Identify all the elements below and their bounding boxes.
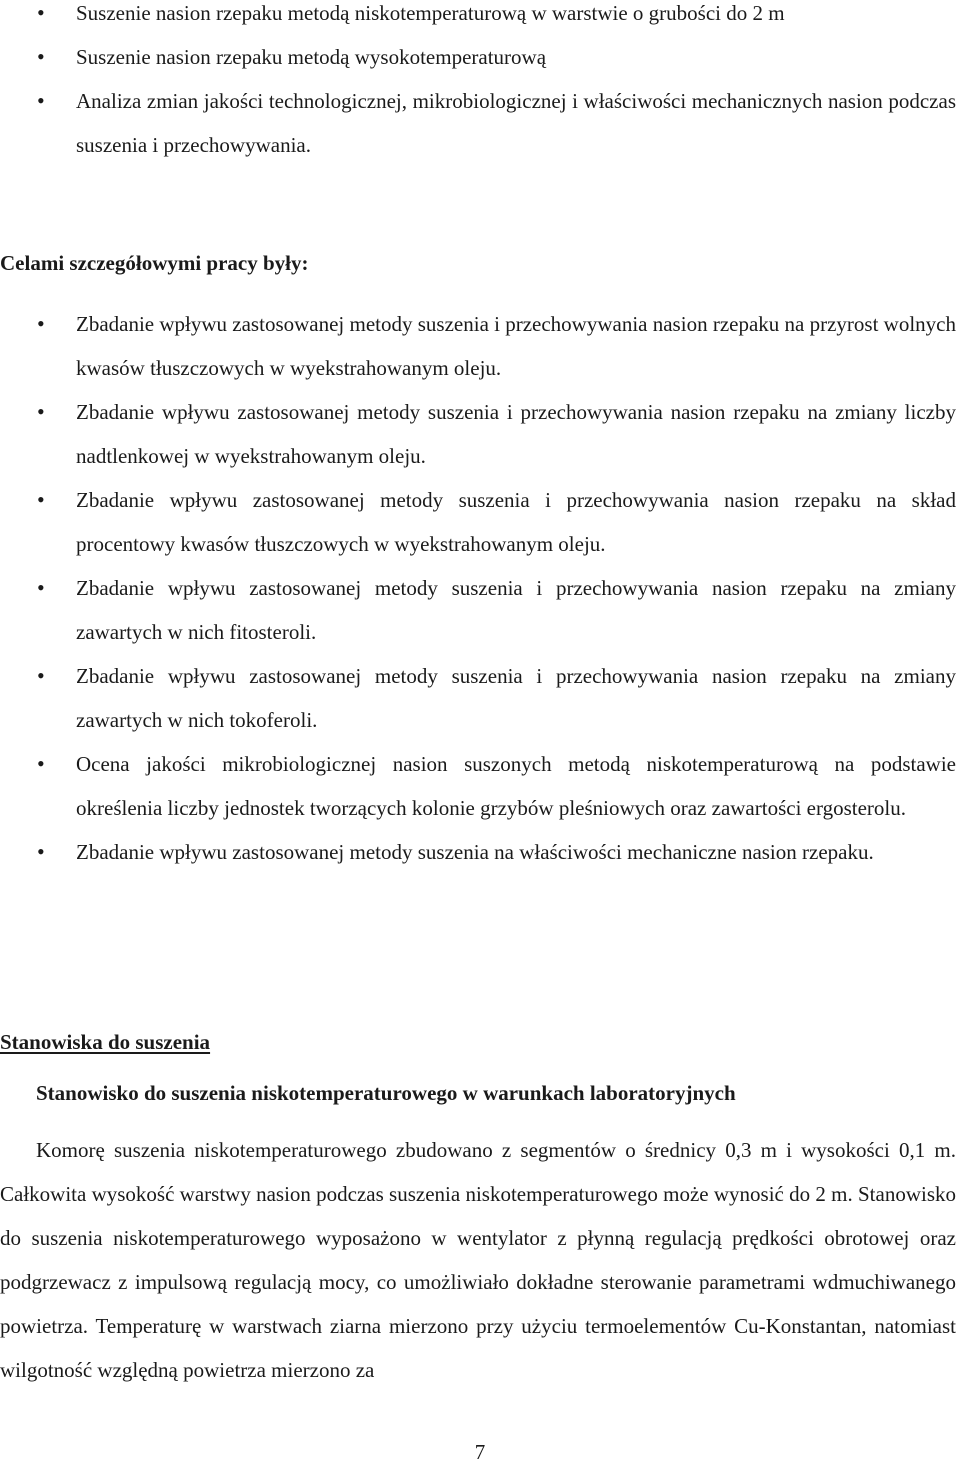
list-item: • Ocena jakości mikrobiologicznej nasion suszonych metodą niskotemperaturową na podstawie określenia liczby jednostek tworzących kolonie grzybów pleśniowych oraz zawartości ergosterolu. bbox=[0, 742, 960, 830]
list-item: • Analiza zmian jakości technologicznej, mikrobiologicznej i właściwości mechanicznych nasion podczas suszenia i przechowywania. bbox=[0, 79, 960, 167]
goals-bullet-list bbox=[0, 302, 960, 874]
list-item: • Suszenie nasion rzepaku metodą wysokotemperaturową bbox=[0, 35, 960, 79]
list-item: • Zbadanie wpływu zastosowanej metody suszenia na właściwości mechaniczne nasion rzepaku. bbox=[0, 830, 960, 874]
body-paragraph: Komorę suszenia niskotemperaturowego zbudowano z segmentów o średnicy 0,3 m i wysokości 0,1 m. Całkowita wysokość warstwy nasion podczas suszenia niskotemperaturowego może wynosić do 2 m. Stanowisko do suszenia niskotemperaturowego wyposażono w wentylator z płynną regulacją prędkości obrotowej oraz podgrzewacz z impulsową regulacją mocy, co umożliwiało dokładne sterowanie parametrami wdmuchiwanego powietrza. Temperaturę w warstwach ziarna mierzono przy użyciu termoelementów Cu-Konstantan, natomiast wilgotność względną powietrza mierzono za bbox=[0, 1138, 956, 1382]
section-heading: Stanowiska do suszenia bbox=[0, 1030, 211, 1054]
list-item: • Zbadanie wpływu zastosowanej metody suszenia i przechowywania nasion rzepaku na przyrost wolnych kwasów tłuszczowych w wyekstrahowanym oleju. bbox=[0, 302, 960, 390]
page-number: 7 bbox=[474, 1440, 486, 1464]
list-item: • Suszenie nasion rzepaku metodą niskotemperaturową w warstwie o grubości do 2 m bbox=[0, 0, 960, 35]
list-item: • Zbadanie wpływu zastosowanej metody suszenia i przechowywania nasion rzepaku na zmiany zawartych w nich fitosteroli. bbox=[0, 566, 960, 654]
list-item: • Zbadanie wpływu zastosowanej metody suszenia i przechowywania nasion rzepaku na zmiany liczby nadtlenkowej w wyekstrahowanym oleju. bbox=[0, 390, 960, 478]
top-bullet-list bbox=[0, 0, 960, 167]
sub-heading: Stanowisko do suszenia niskotemperaturowego w warunkach laboratoryjnych bbox=[36, 1081, 736, 1105]
list-item: • Zbadanie wpływu zastosowanej metody suszenia i przechowywania nasion rzepaku na skład procentowy kwasów tłuszczowych w wyekstrahowanym oleju. bbox=[0, 478, 960, 566]
list-item: • Zbadanie wpływu zastosowanej metody suszenia i przechowywania nasion rzepaku na zmiany zawartych w nich tokoferoli. bbox=[0, 654, 960, 742]
goals-heading: Celami szczegółowymi pracy były: bbox=[0, 251, 309, 275]
